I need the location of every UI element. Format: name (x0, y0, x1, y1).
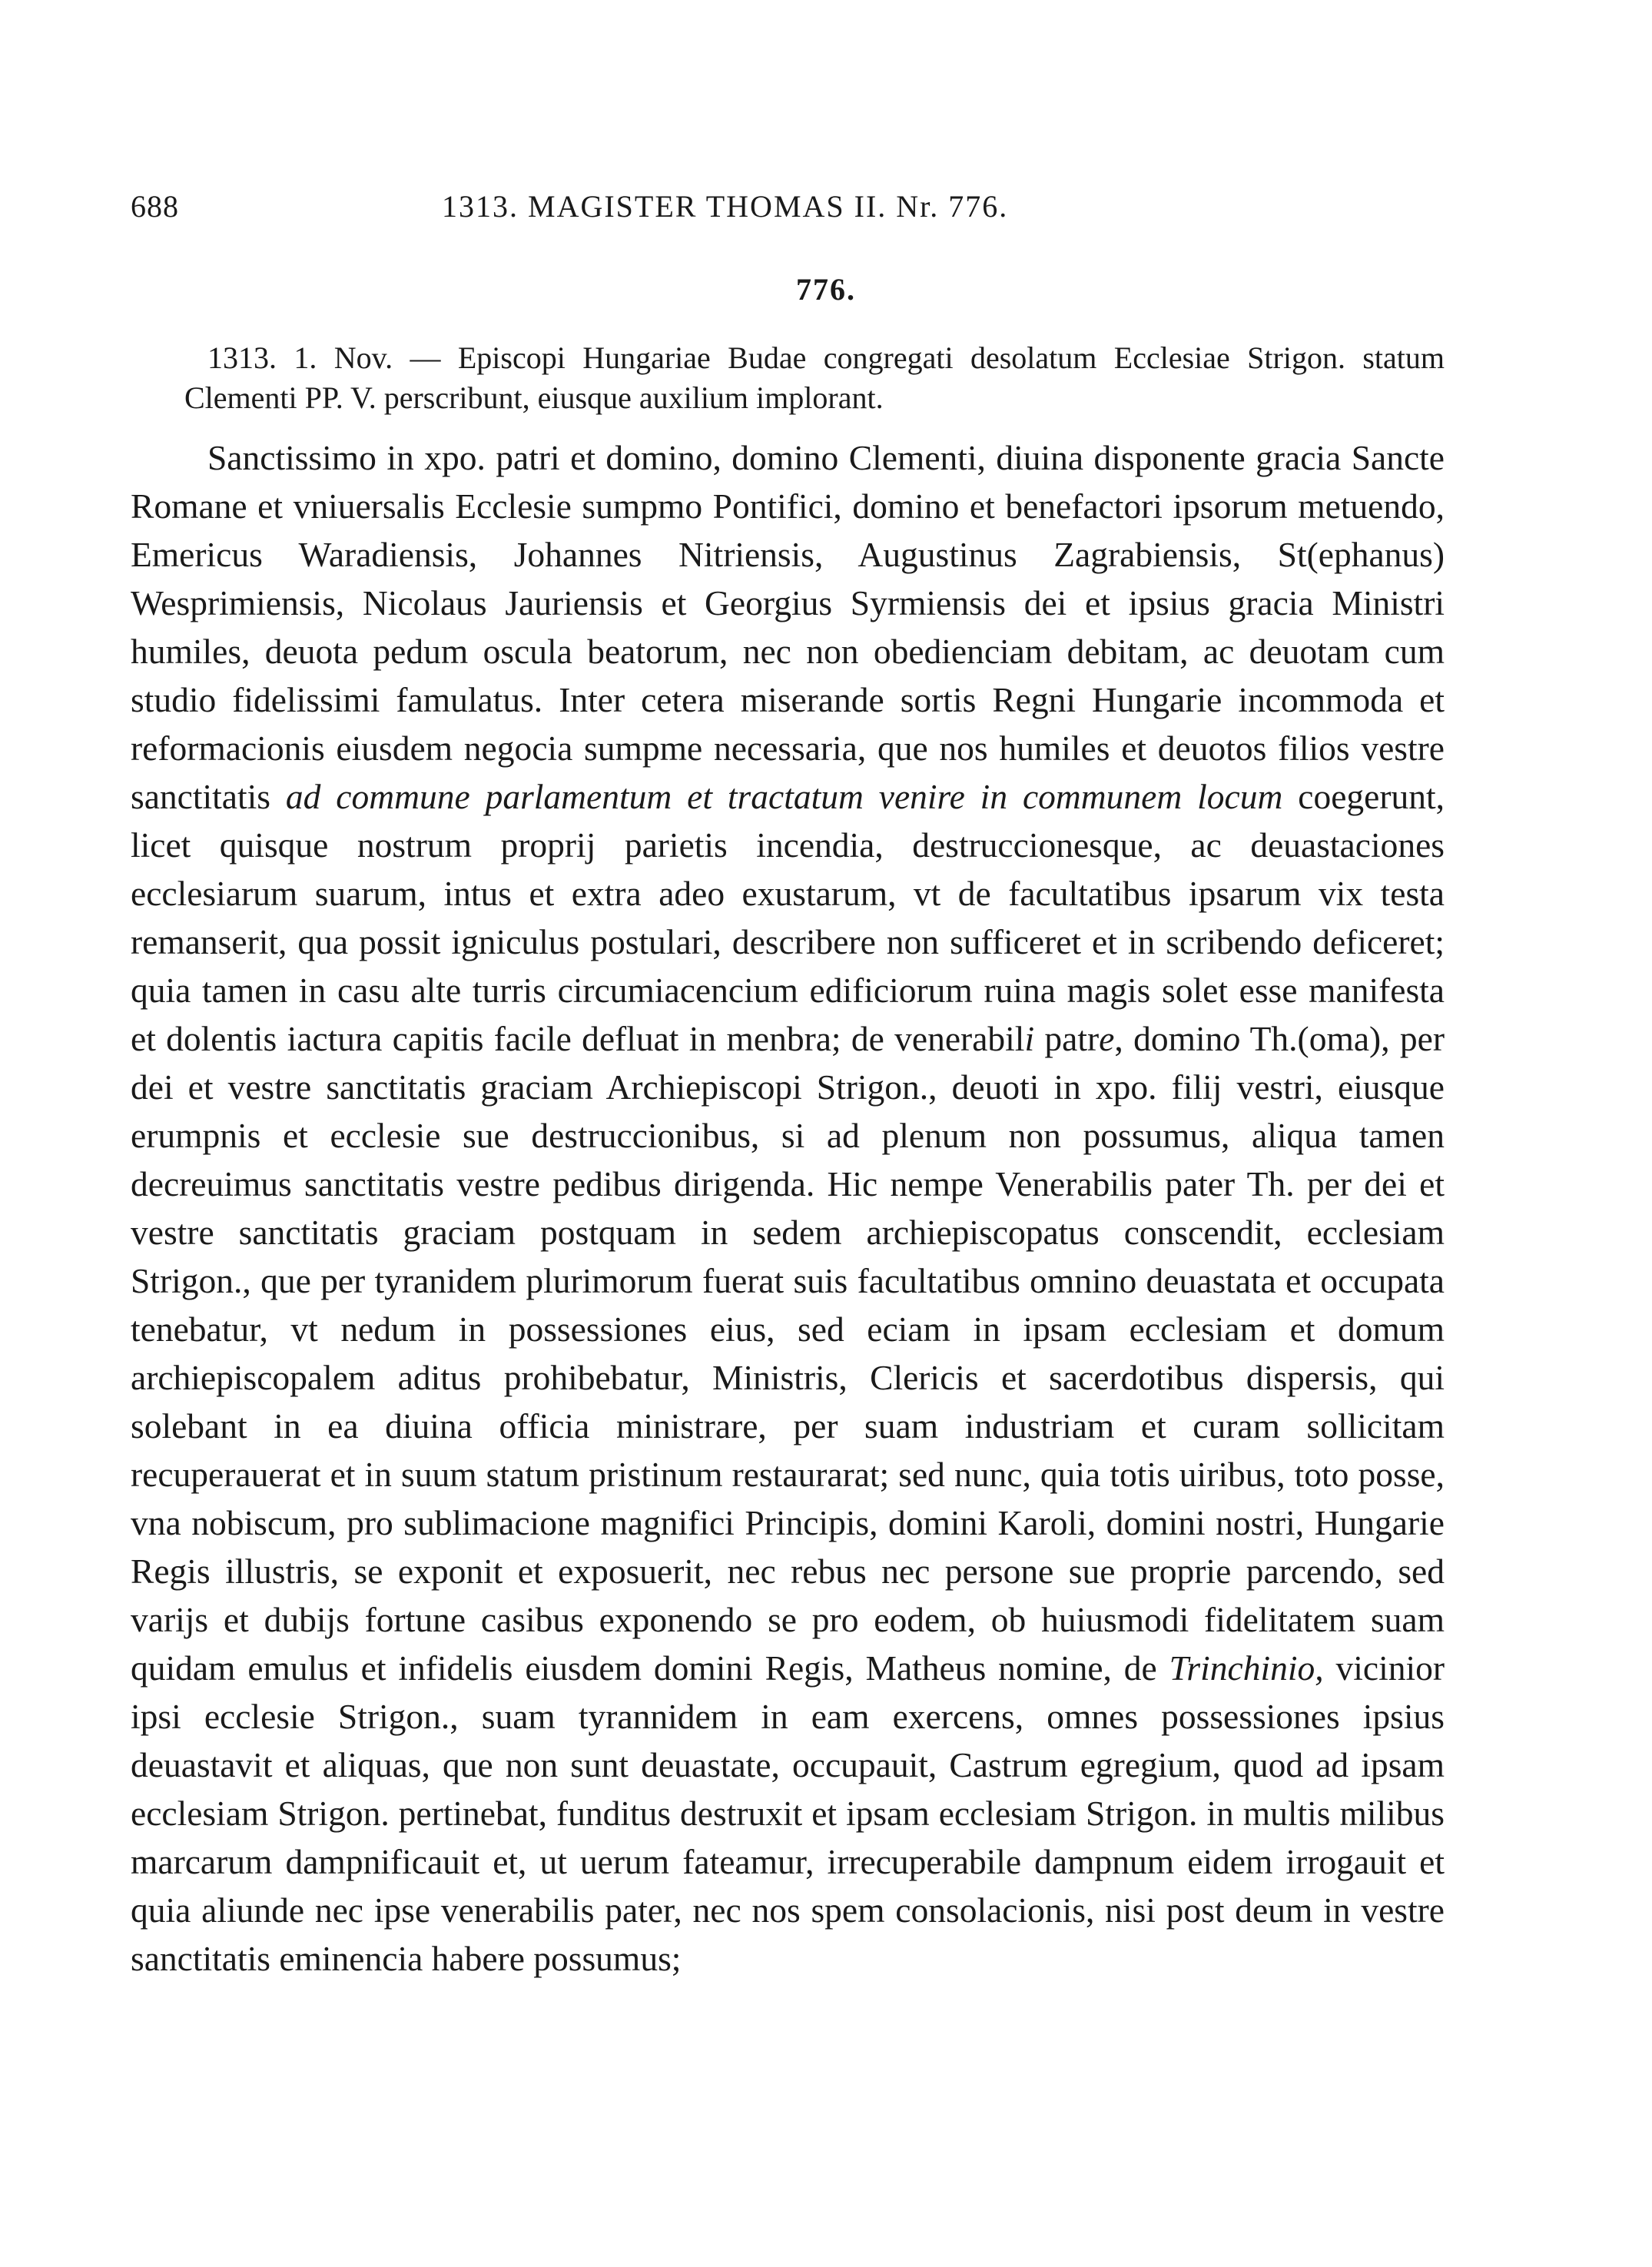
running-header (131, 188, 1514, 226)
running-title: 1313. MAGISTER THOMAS II. Nr. 776. (442, 189, 1009, 224)
body-text-segment: patr (1034, 1019, 1100, 1058)
document-regest: 1313. 1. Nov. — Episcopi Hungariae Budae congregati desolatum Ecclesiae Strigon. statum Clementi PP. V. perscribunt, eiusque auxilium implorant. (184, 340, 1445, 415)
document-body-text (131, 433, 1445, 1983)
document-number: 776. (796, 272, 856, 307)
body-text-segment: Th.(oma), per dei et vestre sanctitatis graciam Archiepiscopi Strigon., deuoti in xpo. filij vestri, eiusque erumpnis et ecclesie sue destruccionibus, si ad plenum non possumus, aliqua tamen decreuimus sanctitatis vestre pedibus dirigenda. Hic nempe Venerabilis pater Th. per dei et vestre sanctitatis graciam postquam in sedem archiepiscopatus conscendit, ecclesiam Strigon., que per tyranidem plurimorum fuerat suis facultatibus omnino deuastata et occupata tenebatur, vt nedum in possessiones eius, sed eciam in ipsam ecclesiam et domum archiepiscopalem aditus prohibebatur, Ministris, Clericis et sacerdotibus dispersis, qui solebant in ea diuina officia ministrare, per suam industriam et curam sollicitam recuperauerat et in suum statum pristinum restaurarat; sed nunc, quia totis uiribus, toto posse, vna nobiscum, pro sublimacione magnifici Principis, domini Karoli, domini nostri, Hungarie Regis illustris, se exponit et exposuerit, nec rebus nec persone sue proprie parcendo, sed varijs et dubijs fortune casibus exponendo se pro eodem, ob huiusmodi fidelitatem suam quidam emulus et infidelis eiusdem domini Regis, Matheus nomine, de (131, 1019, 1445, 1688)
page-number: 688 (131, 189, 179, 224)
italic-phrase: ad commune parlamentum et tractatum venire in communem locum (285, 777, 1283, 816)
italic-letter: e (1099, 1019, 1115, 1058)
body-text-segment: vicinior ipsi ecclesie Strigon., suam tyrannidem in eam exercens, omnes possessiones ipsius deuastavit et aliquas, que non sunt deuastate, occupauit, Castrum egregium, quod ad ipsam ecclesiam Strigon. pertinebat, funditus destruxit et ipsam ecclesiam Strigon. in multis milibus marcarum dampnificauit et, ut uerum fateamur, irrecuperabile dampnum eidem irrogauit et quia aliunde nec ipse venerabilis pater, nec nos spem consolacionis, nisi post deum in vestre sanctitatis eminencia habere possumus; (131, 1648, 1445, 1978)
body-text-segment: coegerunt, licet quisque nostrum proprij parietis incendia, destruccionesque, ac deuastaciones ecclesiarum suarum, intus et extra adeo exustarum, vt de facultatibus ipsarum vix testa remanserit, qua possit igniculus postulari, describere non sufficeret et in scribendo deficeret; quia tamen in casu alte turris circumiacencium edificiorum ruina magis solet esse manifesta et dolentis iactura capitis facile defluat in menbra; de venerabil (131, 777, 1445, 1058)
italic-letter: o (1222, 1019, 1241, 1058)
italic-letter: i (1024, 1019, 1035, 1058)
body-text-segment: Sanctissimo in xpo. patri et domino, domino Clementi, diuina disponente gracia Sancte Romane et vniuersalis Ecclesie sumpmo Pontifici, domino et benefactori ipsorum metuendo, Emericus Waradiensis, Johannes Nitriensis, Augustinus Zagrabiensis, St(ephanus) Wesprimiensis, Nicolaus Jauriensis et Georgius Syrmiensis dei et ipsius gracia Ministri humiles, deuota pedum oscula beatorum, nec non obedienciam debitam, ac deuotam cum studio fidelissimi famulatus. Inter cetera miserande sortis Regni Hungarie incommoda et reformacionis eiusdem negocia sumpme necessaria, que nos humiles et deuotos filios vestre sanctitatis (131, 438, 1445, 816)
italic-place-name: Trinchinio, (1169, 1648, 1324, 1688)
body-text-segment: , domin (1114, 1019, 1223, 1058)
